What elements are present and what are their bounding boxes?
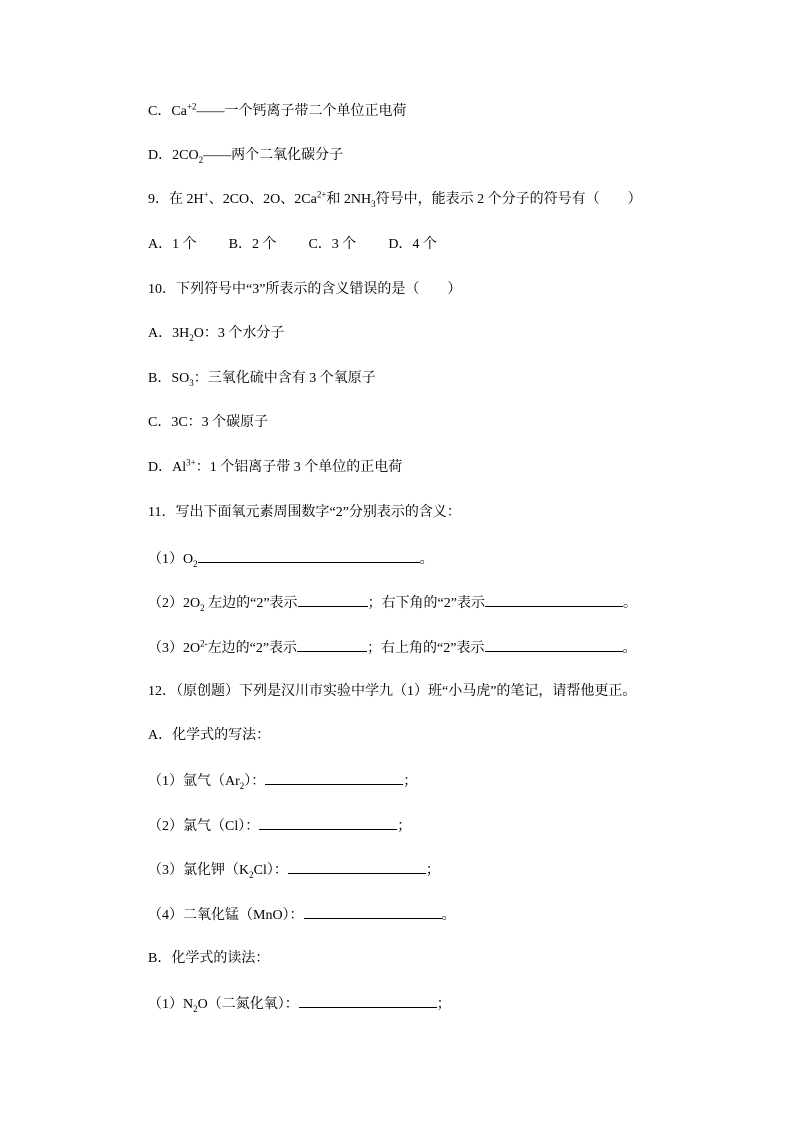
question-11: 11．写出下面氧元素周围数字“2”分别表示的含义： xyxy=(148,505,461,520)
question-12-section-a: A．化学式的写法： xyxy=(148,728,271,743)
option-b: B．2 个 xyxy=(228,237,277,252)
question-12-b-item-1: $(1)N_2O$（二氮化氧）： ； xyxy=(148,994,451,1014)
answer-blank[interactable] xyxy=(299,994,437,1008)
answer-blank[interactable] xyxy=(265,771,403,785)
answer-blank[interactable] xyxy=(288,860,426,874)
line-c-option: C．$Ca^{+2}——$一个钙离子带二个单位正电荷 xyxy=(148,101,407,119)
question-10-option-b: B．$SO_3$：三氧化硫中含有 3 个氧原子 xyxy=(148,371,376,388)
question-10: 10．下列符号中“3”所表示的含义错误的是（ ） xyxy=(148,282,462,297)
answer-blank[interactable] xyxy=(259,816,397,830)
option-a: A．1 个 xyxy=(148,237,197,252)
answer-blank[interactable] xyxy=(198,549,420,563)
question-12-a-item-1: （1）氩气$(Ar_2)$： ； xyxy=(148,771,417,791)
question-10-option-c: C．3C：3 个碳原子 xyxy=(148,415,269,430)
question-11-item-2: $(2)2O_2$ 左边的“2”表示 ；右下角的“2”表示 。 xyxy=(148,593,637,613)
answer-blank[interactable] xyxy=(485,593,623,607)
question-11-item-1: $(1)O_2$ 。 xyxy=(148,549,434,569)
line-d-option: D．$2CO_2——$两个二氧化碳分子 xyxy=(148,148,344,165)
question-9-options xyxy=(148,236,437,254)
question-12-a-item-2: （2）氯气（Cl）： ； xyxy=(148,816,411,836)
question-10-option-d: D．$Al^{3+}$：1 个铝离子带 3 个单位的正电荷 xyxy=(148,457,403,475)
question-9: 9．在 2H+、2CO、2O、$2Ca^{2+}$和 $2NH_3$符号中，能表示 2 个分子的符号有（ ） xyxy=(148,189,642,209)
answer-blank[interactable] xyxy=(298,593,368,607)
answer-blank[interactable] xyxy=(485,638,623,652)
question-12-a-item-3: （3）氯化钾$(K_2Cl)$： ； xyxy=(148,860,440,880)
option-d: D．4 个 xyxy=(388,237,437,252)
question-11-item-3: $(3)2O^{2-}$左边的“2”表示 ；右上角的“2”表示 。 xyxy=(148,638,637,656)
question-12-section-b: B．化学式的读法： xyxy=(148,951,270,966)
question-10-option-a: A．$3H_2O$：3 个水分子 xyxy=(148,326,285,343)
option-c: C．3 个 xyxy=(308,237,357,252)
question-12-a-item-4: （4）二氧化锰（MnO）： 。 xyxy=(148,905,456,925)
answer-blank[interactable] xyxy=(297,638,367,652)
answer-blank[interactable] xyxy=(304,905,442,919)
question-12: 12．（原创题）下列是汉川市实验中学九（1）班“小马虎”的笔记，请帮他更正。 xyxy=(148,684,637,699)
